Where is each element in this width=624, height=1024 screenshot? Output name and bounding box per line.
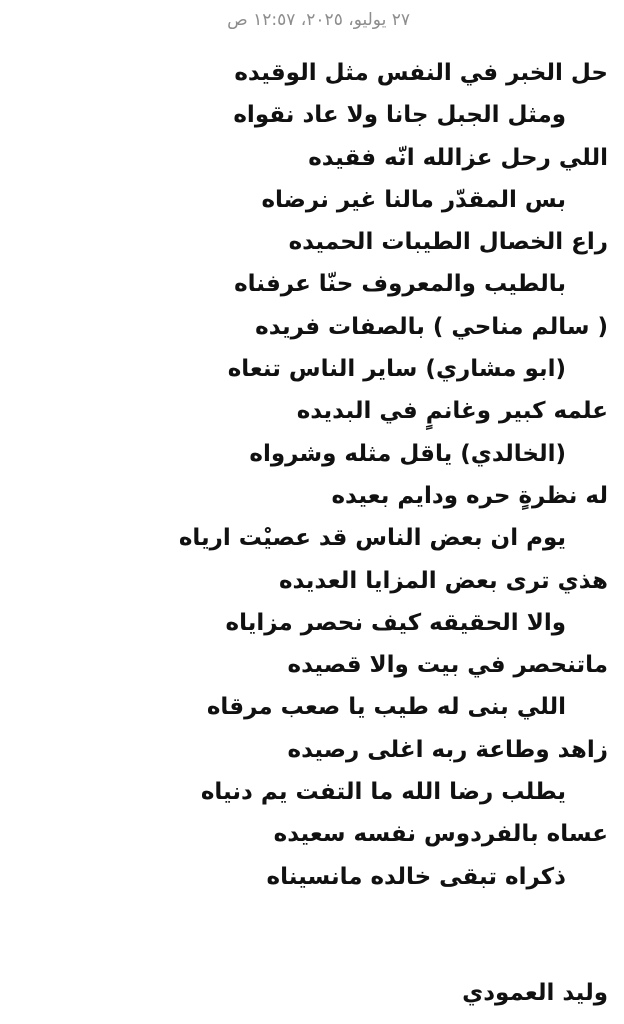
poem-line: عساه بالفردوس نفسه سعيده [273, 821, 608, 848]
poem-line: اللي بنى له طيب يا صعب مرقاه [206, 694, 566, 721]
poem-line: يطلب رضا الله ما التفت يم دنياه [200, 779, 566, 806]
poem-line: ( سالم مناحي ) بالصفات فريده [255, 313, 608, 340]
poem-line: هذي ترى بعض المزايا العديده [278, 567, 608, 594]
poem-line: (الخالدي) ياقل مثله وشرواه [249, 440, 566, 467]
date-header: ٢٧ يوليو، ٢٠٢٥، ١٢:٥٧ ص [227, 10, 410, 30]
poem-line: ذكراه تبقى خالده مانسيناه [266, 863, 566, 890]
poem-line: بالطيب والمعروف حنّا عرفناه [234, 271, 566, 298]
poem-body [8, 52, 608, 898]
poem-line: يوم ان بعض الناس قد عصيْت ارياه [178, 525, 566, 552]
poem-line: ومثل الجبل جانا ولا عاد نقواه [233, 102, 566, 129]
poem-line: اللي رحل عزالله انّه فقيده [308, 144, 608, 171]
poem-line: راع الخصال الطيبات الحميده [288, 229, 608, 256]
poem-line: حل الخبر في النفس مثل الوقيده [234, 60, 608, 86]
poem-line: زاهد وطاعة ربه اغلى رصيده [287, 736, 608, 763]
poem-line: (ابو مشاري) ساير الناس تنعاه [227, 356, 566, 383]
poem-line: والا الحقيقه كيف نحصر مزاياه [225, 609, 566, 636]
poem-line: ماتنحصر في بيت والا قصيده [287, 652, 608, 679]
poem-line: بس المقدّر مالنا غير نرضاه [261, 186, 566, 213]
poem-line: له نظرةٍ حره ودايم بعيده [331, 482, 608, 509]
poem-line: علمه كبير وغانمٍ في البديده [296, 398, 608, 425]
author-signature: وليد العمودي [462, 980, 608, 1006]
